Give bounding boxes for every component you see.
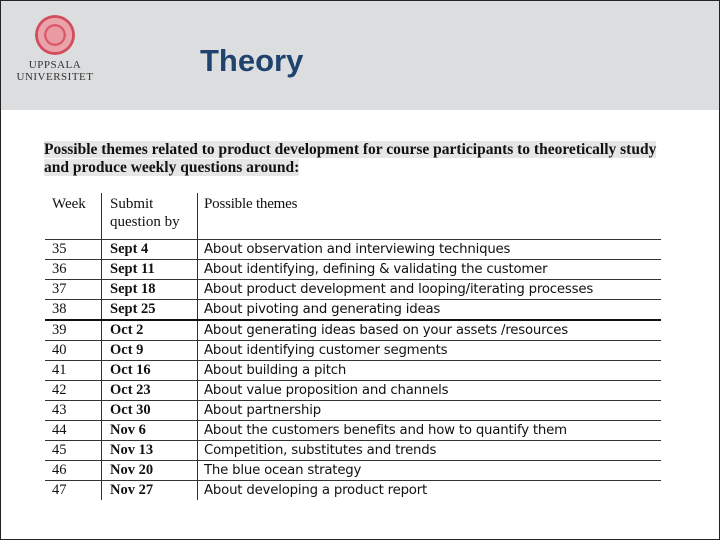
date-cell: Nov 20 [102,461,198,481]
table-row [45,300,661,321]
week-cell: 45 [45,441,102,461]
table-row [45,320,661,341]
table-row [45,341,661,361]
table-header-row [45,193,661,240]
date-cell: Oct 9 [102,341,198,361]
theme-cell: About identifying customer segments [198,341,662,361]
themes-table [45,193,661,500]
theme-cell: About developing a product report [198,481,662,501]
date-cell: Oct 16 [102,361,198,381]
theme-cell: The blue ocean strategy [198,461,662,481]
theme-cell: About the customers benefits and how to quantify them [198,421,662,441]
table-row [45,401,661,421]
week-cell: 46 [45,461,102,481]
logo-line1: UPPSALA [28,59,82,71]
intro-text-content: Possible themes related to product development for course participants to theoretically study and produce weekly questions around: [44,141,657,176]
date-cell: Oct 2 [102,320,198,341]
intro-text [44,141,664,177]
week-cell: 37 [45,280,102,300]
week-cell: 36 [45,260,102,280]
date-cell: Sept 25 [102,300,198,321]
date-cell: Nov 13 [102,441,198,461]
table-row [45,280,661,300]
university-logo [15,15,95,83]
column-header-submit: Submit question by [102,193,198,240]
table-row [45,461,661,481]
slide-title: Theory [200,43,304,78]
university-seal-icon [35,15,75,55]
logo-line2: UNIVERSITET [16,71,94,83]
date-cell: Sept 4 [102,240,198,260]
theme-cell: Competition, substitutes and trends [198,441,662,461]
date-cell: Oct 30 [102,401,198,421]
table-row [45,260,661,280]
week-cell: 39 [45,320,102,341]
column-header-themes: Possible themes [198,193,662,240]
slide-header [1,1,719,110]
week-cell: 43 [45,401,102,421]
week-cell: 35 [45,240,102,260]
theme-cell: About partnership [198,401,662,421]
table-row [45,381,661,401]
week-cell: 38 [45,300,102,321]
theme-cell: About product development and looping/iterating processes [198,280,662,300]
week-cell: 41 [45,361,102,381]
column-header-week: Week [45,193,102,240]
week-cell: 44 [45,421,102,441]
table-row [45,240,661,260]
table-row [45,421,661,441]
date-cell: Oct 23 [102,381,198,401]
theme-cell: About pivoting and generating ideas [198,300,662,321]
theme-cell: About building a pitch [198,361,662,381]
table-row [45,441,661,461]
date-cell: Sept 11 [102,260,198,280]
theme-cell: About identifying, defining & validating the customer [198,260,662,280]
week-cell: 47 [52,482,67,498]
theme-cell: About generating ideas based on your assets /resources [198,320,662,341]
table-row [45,481,661,501]
theme-cell: About value proposition and channels [198,381,662,401]
date-cell: Nov 27 [102,481,198,501]
table-row [45,361,661,381]
date-cell: Sept 18 [102,280,198,300]
week-cell: 40 [45,341,102,361]
week-cell: 42 [45,381,102,401]
logo-text [15,59,95,83]
theme-cell: About observation and interviewing techniques [198,240,662,260]
date-cell: Nov 6 [102,421,198,441]
